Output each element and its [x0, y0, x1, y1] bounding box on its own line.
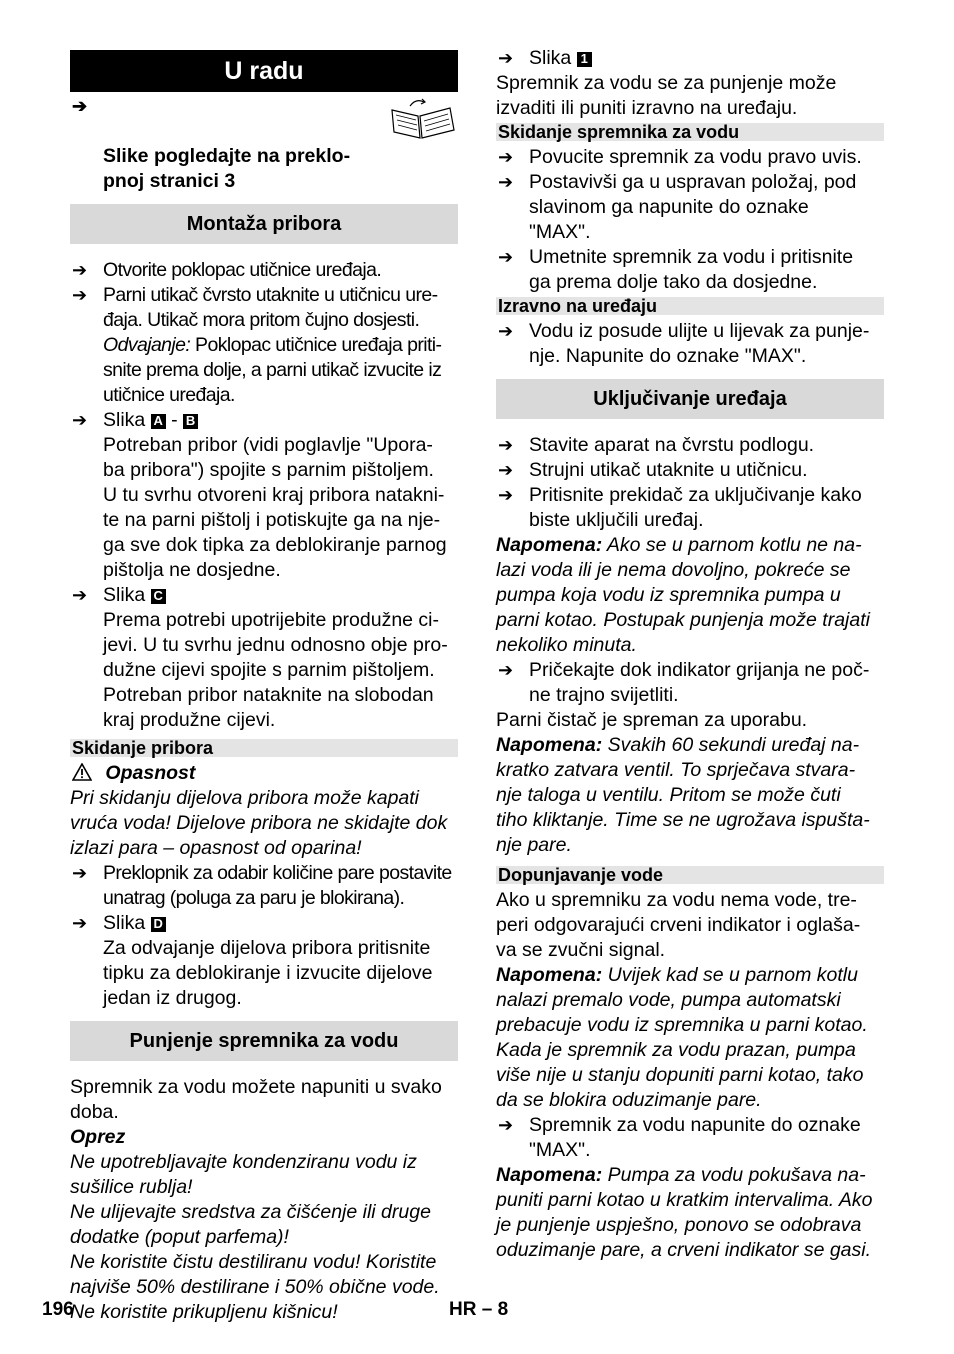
arrow-right-icon: ➔ — [498, 1115, 514, 1135]
list-item-figure-c: ➔ Slika C — [70, 583, 458, 608]
arrow-right-icon: ➔ — [498, 147, 514, 167]
section-header-accessory-assembly: Montaža pribora — [70, 204, 458, 244]
page-number: 196 — [42, 1299, 74, 1320]
warning-triangle-icon — [72, 763, 92, 781]
caution-heading: Oprez — [70, 1126, 126, 1148]
danger-heading: Opasnost — [70, 761, 458, 786]
section-header-fill-tank: Punjenje spremnika za vodu — [70, 1021, 458, 1061]
list-item: ➔ Strujni utikač utaknite u utičnicu. — [498, 459, 808, 481]
paragraph: Spremnik za vodu se za punjenje može izvaditi ili puniti izravno na uređaju. — [496, 72, 837, 119]
list-item: ➔ Povucite spremnik za vodu pravo uvis. — [498, 146, 862, 168]
detach-label: Odvajanje: — [103, 334, 191, 356]
right-column — [496, 46, 884, 1263]
list-item: ➔ Stavite aparat na čvrstu podlogu. — [498, 434, 815, 456]
list-item: ➔ Pričekajte dok indikator grijanja ne poč- ne trajno svijetliti. — [498, 659, 870, 706]
note-text: Napomena: Uvijek kad se u parnom kotlu nalazi premalo vode, pumpa automatski prebacuje vodu iz spremnika u parni kotao. Kada je spremnik za vodu prazan, pumpa više nije u stanju dopuniti parni kotao, tako da se blokira oduzimanje pare. — [496, 964, 868, 1111]
figure-key-a: A — [151, 414, 166, 429]
arrow-right-icon: ➔ — [498, 247, 514, 267]
list-item: ➔ Pritisnite prekidač za uključivanje kako biste uključili uređaj. — [498, 484, 862, 531]
danger-text: Pri skidanju dijelova pribora može kapati vruća voda! Dijelove pribora ne skidajte dok izlazi para – opasnost od oparina! — [70, 787, 448, 859]
note-text: Napomena: Ako se u parnom kotlu ne na- lazi voda ili je nema dovoljno, pokreće se pumpa koja vodu iz spremnika pumpa u parni kotao. Postupak punjenja može trajati nekoliko minuta. — [496, 534, 870, 656]
arrow-right-icon: ➔ — [72, 913, 88, 933]
note-text: Napomena: Pumpa za vodu pokušava na- puniti parni kotao u kratkim intervalima. Ako je punjenje uspješno, ponovo se odobrava oduzimanje pare, a crveni indikator se gasi. — [496, 1164, 873, 1261]
arrow-right-icon: ➔ — [72, 585, 88, 605]
arrow-right-icon: ➔ — [72, 285, 87, 305]
list-item-figure-ab: ➔ Slika A - B — [70, 408, 458, 433]
fold-out-hint-text: Slike pogledajte na preklo- pnoj stranici 3 — [103, 145, 351, 192]
figure-key-c: C — [151, 589, 166, 604]
list-item: ➔ Spremnik za vodu napunite do oznake "MAX". — [498, 1114, 861, 1161]
arrow-right-icon: ➔ — [498, 321, 514, 341]
list-item: ➔ Preklopnik za odabir količine pare postavite unatrag (poluga za paru je blokirana). — [72, 862, 452, 909]
figure-key-d: D — [151, 917, 166, 932]
list-item-figure-1: ➔ Slika 1 — [496, 46, 884, 71]
left-column — [70, 50, 458, 1325]
subsection-header-remove-accessory: Skidanje pribora — [70, 739, 458, 757]
note-text: Napomena: Svakih 60 sekundi uređaj na- kratko zatvara ventil. To sprječava stvara- nje taloga u ventilu. Pritom se može čuti tiho kliktanje. Time se ne ugrožava ispušta- nje pare. — [496, 734, 870, 856]
paragraph: Ako u spremniku za vodu nema vode, tre- peri odgovarajući crveni indikator i oglaša- va se zvučni signal. — [496, 889, 861, 961]
list-item: ➔ Postavivši ga u uspravan položaj, pod slavinom ga napunite do oznake "MAX". — [498, 171, 857, 243]
list-item: ➔ Umetnite spremnik za vodu i pritisnite ga prema dolje tako da dosjedne. — [498, 246, 854, 293]
arrow-right-icon: ➔ — [498, 660, 514, 680]
paragraph: Spremnik za vodu možete napuniti u svako doba. — [70, 1076, 442, 1123]
figure-key-1: 1 — [577, 52, 592, 67]
list-item-figure-d: ➔ Slika D — [70, 911, 458, 936]
arrow-right-icon: ➔ — [498, 460, 514, 480]
list-item: ➔ Parni utikač čvrsto utaknite u utičnicu ure- đaja. Utikač mora pritom čujno dosjesti. Odvajanje: Poklopac utičnice uređaja priti- snite prema dolje, a parni utikač izvucite iz utičnice uređaja. — [72, 284, 442, 406]
arrow-right-icon: ➔ — [498, 485, 514, 505]
caution-text: Ne upotrebljavajte kondenziranu vodu iz sušilice rublja! Ne ulijevajte sredstva za čišćenje ili druge dodatke (poput parfema)! Ne koristite čistu destiliranu vodu! Koristite najviše 50% destilirane i 50% obične vode. Ne koristite prikupljenu kišnicu! — [70, 1151, 440, 1323]
arrow-right-icon: ➔ — [72, 96, 88, 116]
subsection-header-refill: Dopunjavanje vode — [496, 866, 884, 884]
arrow-right-icon: ➔ — [498, 172, 514, 192]
list-item: ➔ Vodu iz posude ulijte u lijevak za punje- nje. Napunite do oznake "MAX". — [498, 320, 870, 367]
instruction-text: Za odvajanje dijelova pribora pritisnite tipku za deblokiranje i izvucite dijelove jedan iz drugog. — [103, 937, 433, 1009]
instruction-text: Prema potrebi upotrijebite produžne ci- jevi. U tu svrhu jednu odnosno obje pro- dužne cijevi spojite s parnim pištoljem. Potreban pribor nataknite na slobodan kraj produžne cijevi. — [103, 609, 448, 731]
section-header-switch-on: Uključivanje uređaja — [496, 379, 884, 419]
arrow-right-icon: ➔ — [72, 410, 88, 430]
open-book-icon — [388, 96, 458, 140]
fold-out-hint — [70, 94, 458, 194]
figure-key-b: B — [183, 414, 198, 429]
arrow-right-icon: ➔ — [498, 48, 514, 68]
list-item: ➔ Otvorite poklopac utičnice uređaja. — [72, 259, 382, 281]
arrow-right-icon: ➔ — [498, 435, 514, 455]
paragraph: Parni čistač je spreman za uporabu. — [496, 709, 808, 731]
instruction-text: Potreban pribor (vidi poglavlje "Upora- ba pribora") spojite s parnim pištoljem. U tu svrhu otvoreni kraj pribora natakni- te na parni pištolj i potiskujte ga na nje- ga sve dok tipka za deblokiranje parnog pištolja ne dosjedne. — [103, 434, 447, 581]
page-title: U radu — [70, 50, 458, 92]
arrow-right-icon: ➔ — [72, 863, 87, 883]
arrow-right-icon: ➔ — [72, 260, 87, 280]
subsection-header-remove-tank: Skidanje spremnika za vodu — [496, 123, 884, 141]
subsection-header-direct-fill: Izravno na uređaju — [496, 297, 884, 315]
section-page-label: HR – 8 — [449, 1299, 509, 1320]
